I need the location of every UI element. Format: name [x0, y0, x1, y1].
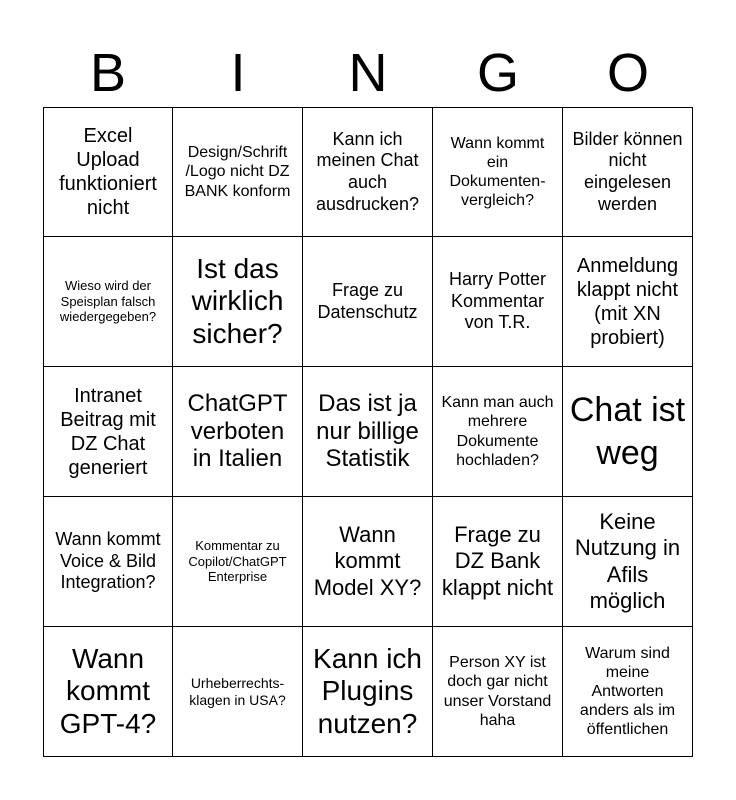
bingo-cell[interactable]: ChatGPT verboten in Italien	[173, 367, 303, 497]
header-letter-i: I	[230, 43, 246, 103]
bingo-cell[interactable]: Kann ich meinen Chat auch ausdrucken?	[303, 107, 433, 237]
bingo-board	[43, 107, 693, 757]
bingo-cell[interactable]: Design/Schrift /Logo nicht DZ BANK konform	[173, 107, 303, 237]
bingo-cell[interactable]: Kann man auch mehrere Dokumente hochladen?	[433, 367, 563, 497]
bingo-cell[interactable]: Frage zu Datenschutz	[303, 237, 433, 367]
bingo-cell[interactable]: Wann kommt GPT-4?	[43, 627, 173, 757]
bingo-cell[interactable]: Bilder können nicht eingelesen werden	[563, 107, 693, 237]
bingo-header	[43, 38, 693, 108]
bingo-cell[interactable]: Anmeldung klappt nicht (mit XN probiert)	[563, 237, 693, 367]
bingo-cell[interactable]: Das ist ja nur billige Statistik	[303, 367, 433, 497]
bingo-cell[interactable]: Wann kommt Model XY?	[303, 497, 433, 627]
bingo-cell[interactable]: Wann kommt Voice & Bild Integration?	[43, 497, 173, 627]
bingo-cell[interactable]: Harry Potter Kommentar von T.R.	[433, 237, 563, 367]
bingo-cell[interactable]: Kann ich Plugins nutzen?	[303, 627, 433, 757]
bingo-cell[interactable]: Intranet Beitrag mit DZ Chat generiert	[43, 367, 173, 497]
bingo-cell[interactable]: Wieso wird der Speisplan falsch wiedergegeben?	[43, 237, 173, 367]
header-letter-g: G	[476, 43, 519, 103]
bingo-cell[interactable]: Person XY ist doch gar nicht unser Vorstand haha	[433, 627, 563, 757]
bingo-cell[interactable]: Wann kommt ein Dokumenten-vergleich?	[433, 107, 563, 237]
bingo-cell[interactable]: Excel Upload funktioniert nicht	[43, 107, 173, 237]
bingo-cell[interactable]: Urheberrechts-klagen in USA?	[173, 627, 303, 757]
header-letter-n: N	[348, 43, 388, 103]
bingo-cell[interactable]: Kommentar zu Copilot/ChatGPT Enterprise	[173, 497, 303, 627]
header-letter-o: O	[606, 43, 649, 103]
bingo-cell[interactable]: Keine Nutzung in Afils möglich	[563, 497, 693, 627]
header-letter-b: B	[89, 43, 127, 103]
bingo-cell[interactable]: Warum sind meine Antworten anders als im öffentlichen	[563, 627, 693, 757]
bingo-cell[interactable]: Ist das wirklich sicher?	[173, 237, 303, 367]
bingo-cell[interactable]: Chat ist weg	[563, 367, 693, 497]
bingo-cell[interactable]: Frage zu DZ Bank klappt nicht	[433, 497, 563, 627]
